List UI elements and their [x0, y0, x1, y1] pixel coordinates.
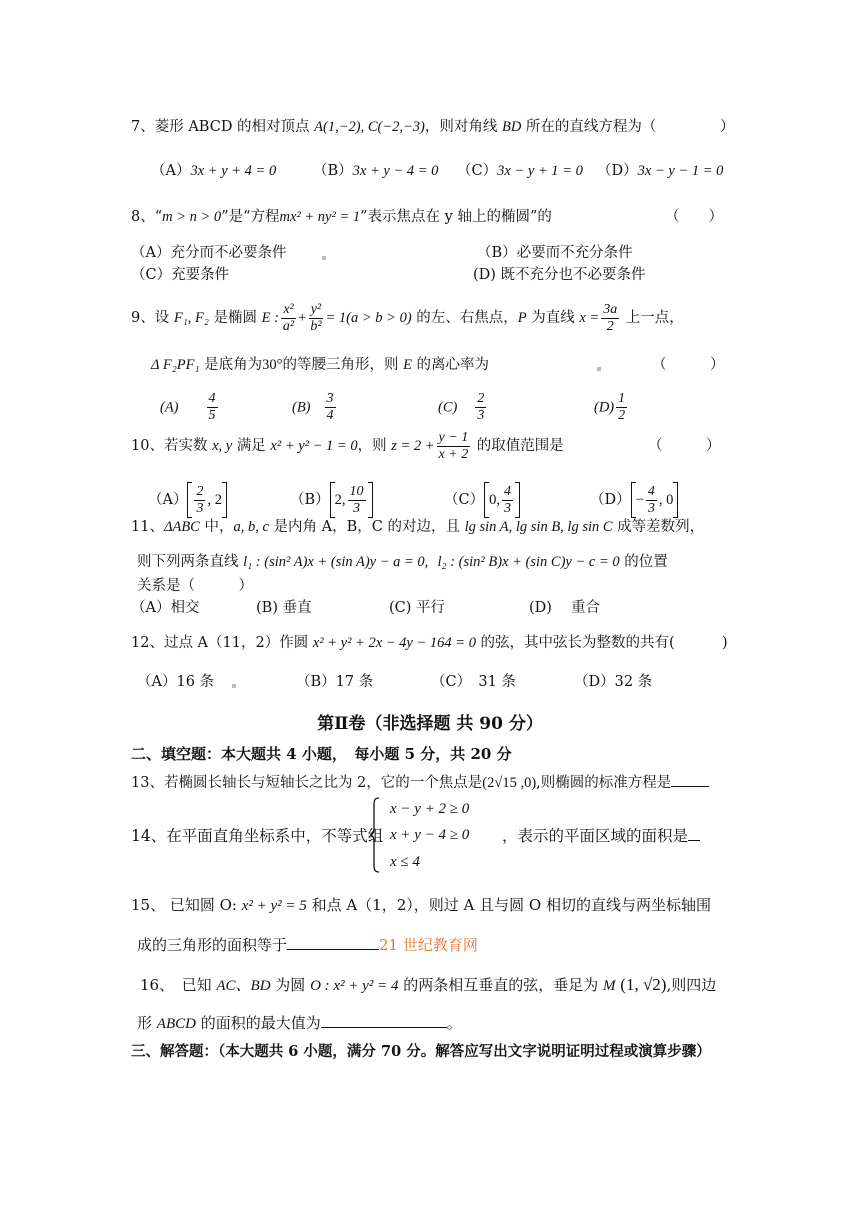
q7-bd: BD	[501, 119, 522, 135]
q10-paren: （ ）	[648, 438, 721, 454]
q10-option-d: （D） − $\frac{4}{3}$ , 0	[590, 482, 678, 518]
q8-option-c: （C）充要条件	[131, 267, 230, 283]
question-15-line2: 成的三角形的面积等于 21 世纪教育网	[137, 936, 478, 954]
question-11-line1: 11、ΔABC 中，a, b, c 是内角 A，B，C 的对边，且 lg sin A, lg sin B, lg sin C 成等差数列，	[131, 519, 705, 535]
q8-equation: mx² + ny² = 1	[279, 209, 361, 225]
q14-inequality-3: x ≤ 4	[390, 854, 420, 870]
q9-option-c: (C) $\frac{2}{3}$	[438, 391, 485, 423]
question-9-line2: Δ F₂PF₁ 是底角为30°的等腰三角形，则 E 的离心率为	[151, 357, 490, 373]
q14-brace	[370, 797, 380, 873]
q11-option-d: (D) 重合	[529, 600, 601, 616]
q9-frac-3a: $\frac{3a}{2}$	[603, 301, 618, 334]
q8-condition: m > n > 0	[162, 209, 222, 225]
q12-paren-close: )	[722, 635, 728, 651]
question-8-stem: 8、“m > n > 0”是“方程mx² + ny² = 1”表示焦点在 y 轴上的椭圆”的	[131, 209, 552, 225]
q11-option-b: (B) 垂直	[256, 600, 312, 616]
question-9-stem: 9、设 F₁, F₂ 是椭圆 E : $\frac{\text{x²}}{\text{a²}}$ + $\frac{\text{y²}}{\text{b²}}$ = 1(a > b > 0) 的左、右焦点，P 为直线 x = $\frac{3a}{2}$ 上一点，	[131, 301, 684, 334]
scan-dot	[597, 367, 601, 371]
q8-option-b: （B）必要而不充分条件	[477, 245, 633, 261]
q11-option-a: （A）相交	[131, 600, 200, 616]
q14-inequality-2: x + y − 4 ≥ 0	[390, 827, 470, 843]
scan-dot	[232, 684, 236, 688]
q8-option-d: (D) 既不充分也不必要条件	[473, 267, 646, 283]
q8-option-a: （A）充分而不必要条件	[131, 245, 287, 261]
q9-paren: （ ）	[652, 357, 725, 373]
part-2-title: 第Ⅱ卷（非选择题 共 90 分）	[317, 714, 543, 734]
q12-option-a: （A）16 条	[137, 674, 215, 690]
section-2-heading: 二、填空题：本大题共 4 小题， 每小题 5 分，共 20 分	[131, 745, 512, 763]
q7-option-b: （B）3x + y − 4 = 0	[313, 163, 439, 179]
q7-vertices: A(1,−2), C(−2,−3)	[314, 119, 425, 135]
q10-frac: $\frac{y - 1}{x + 2}$	[438, 429, 469, 462]
q10-option-a: （A） $\frac{2}{3}$ , 2	[148, 482, 227, 518]
question-12-stem: 12、过点 A（11，2）作圆 x² + y² + 2x − 4y − 164 = 0 的弦，其中弦长为整数的共有(	[131, 635, 675, 651]
section-3-heading: 三、解答题：（本大题共 6 小题，满分 70 分。解答应写出文字说明证明过程或演算步骤）	[131, 1043, 711, 1060]
q7-option-c: （C）3x − y + 1 = 0	[457, 163, 583, 179]
q9-frac-y: $\frac{\text{y²}}{\text{b²}}$	[310, 301, 322, 334]
q15-answer-blank	[287, 935, 379, 950]
question-11-line3: 关系是（ ）	[137, 578, 253, 594]
question-16-line1: 16、 已知 AC、BD 为圆 O : x² + y² = 4 的两条相互垂直的弦，垂足为 M (1, √2),则四边	[140, 975, 717, 994]
scan-dot	[322, 256, 326, 260]
question-14-tail: ，表示的平面区域的面积是	[502, 826, 700, 846]
q7-text-c: 所在的直线方程为（	[521, 119, 657, 135]
q13-focus: (2√15 ,0)	[482, 775, 537, 791]
question-13: 13、若椭圆长轴长与短轴长之比为 2，它的一个焦点是(2√15 ,0),则椭圆的标准方程是	[131, 772, 709, 793]
question-16-line2: 形 ABCD 的面积的最大值为 。	[137, 1014, 462, 1032]
q10-option-c: （C） 0, $\frac{4}{3}$	[444, 482, 520, 518]
question-14: 14、在平面直角坐标系中，不等式组	[131, 827, 384, 845]
q14-inequality-1: x − y + 2 ≥ 0	[390, 801, 470, 817]
question-15-line1: 15、 已知圆 O: x² + y² = 5 和点 A（1，2），则过 A 且与圆 O 相切的直线与两坐标轴围	[131, 896, 711, 914]
q7-option-a: （A）3x + y + 4 = 0	[151, 163, 277, 179]
q12-option-b: （B）17 条	[296, 674, 374, 690]
q13-answer-blank	[671, 772, 709, 787]
q7-text-a: 7、菱形 ABCD 的相对顶点	[131, 119, 315, 135]
q12-option-d: （D）32 条	[574, 674, 653, 690]
q7-option-d: （D）3x − y − 1 = 0	[597, 163, 724, 179]
question-11-line2: 则下列两条直线 l₁ : (sin² A)x + (sin A)y − a = 0, l₂ : (sin² B)x + (sin C)y − c = 0 的位置	[137, 554, 668, 570]
q12-option-c: （C） 31 条	[431, 674, 516, 690]
q14-answer-blank	[688, 826, 700, 841]
watermark-21cnjy: 21 世纪教育网	[379, 936, 478, 954]
q9-option-b: (B) $\frac{3}{4}$	[292, 391, 334, 423]
q16-answer-blank	[321, 1013, 447, 1028]
q11-option-c: (C) 平行	[389, 600, 446, 616]
q10-option-b: （B） 2, $\frac{10}{3}$	[290, 482, 373, 518]
question-7-stem	[131, 117, 656, 137]
question-10-stem: 10、若实数 x, y 满足 x² + y² − 1 = 0，则 z = 2 + $\frac{y - 1}{x + 2}$ 的取值范围是	[131, 429, 564, 462]
q9-option-d: (D) $\frac{1}{2}$	[594, 391, 626, 423]
q7-text-b: ，则对角线	[424, 119, 502, 135]
q9-frac-x: $\frac{\text{x²}}{\text{a²}}$	[282, 301, 295, 334]
q7-paren-close: ）	[720, 119, 735, 135]
q8-paren: （ ）	[665, 209, 723, 225]
q9-option-a: (A) $\frac{4}{5}$	[160, 391, 216, 423]
